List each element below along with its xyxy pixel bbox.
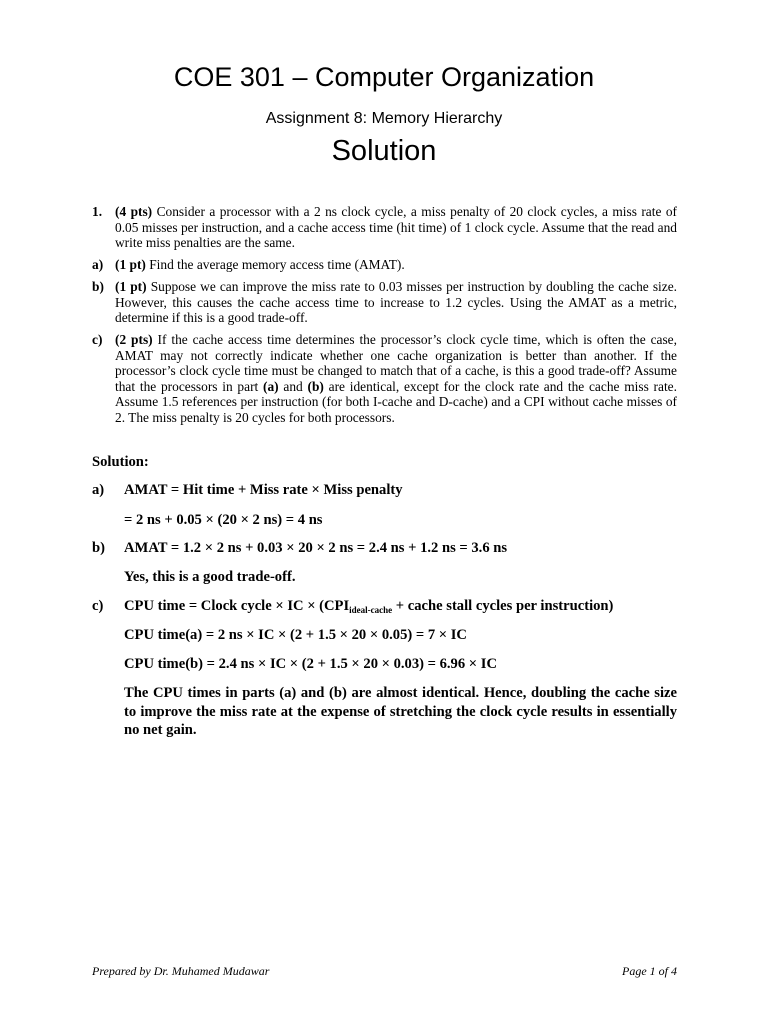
question-part-b xyxy=(92,279,677,326)
solution-c-time-a: CPU time(a) = 2 ns × IC × (2 + 1.5 × 20 × 0.05) = 7 × IC xyxy=(124,627,467,643)
solution-c-time-b: CPU time(b) = 2.4 ns × IC × (2 + 1.5 × 20 × 0.03) = 6.96 × IC xyxy=(124,656,497,672)
question-number: 1. xyxy=(92,204,103,219)
solution-a-label: a) xyxy=(92,482,105,498)
part-text-cont: are identical, except for the clock rate and the cache miss rate. Assume 1.5 references per instruction (for both I-cache and D-cache) and a CPI without cache misses of 2. The miss penalty is 20 cycles for both processors. xyxy=(115,378,677,425)
question-1 xyxy=(92,204,677,251)
part-points: (2 pts) xyxy=(115,332,153,347)
footer-author: Prepared by Dr. Muhamed Mudawar xyxy=(92,964,270,978)
question-text xyxy=(115,204,677,251)
part-text: Find the average memory access time (AMAT). xyxy=(149,257,405,272)
part-label: b) xyxy=(92,279,104,294)
solution-a-result: = 2 ns + 0.05 × (20 × 2 ns) = 4 ns xyxy=(124,512,323,528)
course-title: COE 301 – Computer Organization xyxy=(173,62,595,92)
part-label: a) xyxy=(92,257,104,272)
part-text: If the cache access time determines the processor’s clock cycle time, which is often the case, AMAT may not correctly indicate whether one cache organization is better than another. If the processor’s clock cycle time must be changed to match that of a cache, is this a good trade-off? Assume that the processors in part xyxy=(115,332,677,394)
footer-page-number: Page 1 of 4 xyxy=(622,964,677,978)
part-text: Suppose we can improve the miss rate to 0.03 misses per instruction by doubling the cache size. However, this causes the cache access time to increase to 1.2 cycles. Using the AMAT as a metric, determine if this is a good trade-off. xyxy=(115,279,677,325)
solution-b-answer: Yes, this is a good trade-off. xyxy=(124,569,296,585)
subscript: ideal-cache xyxy=(349,605,393,615)
question-body: Consider a processor with a 2 ns clock cycle, a miss penalty of 20 clock cycles, a miss rate of 0.05 misses per instruction, and a cache access time (hit time) of 1 clock cycle. Assume that the read and write miss penalties are the same. xyxy=(115,204,677,250)
part-label: c) xyxy=(92,332,103,347)
question-part-c: c) (2 pts) If the cache access time determines the processor’s clock cycle time, which is often the case, AMAT may not correctly indicate whether one cache organization is better than another. If the processor’s clock cycle time must be changed to match that of a cache, is this a good trade-off? Assume that the processors in part (a) and (b) are identical, except for the clock rate and the cache miss rate. Assume 1.5 references per instruction (for both I-cache and D-cache) and a CPI without cache misses of 2. The miss penalty is 20 cycles for both processors. xyxy=(92,332,677,425)
question-points: (4 pts) xyxy=(115,204,153,219)
solution-c-label: c) xyxy=(92,598,104,614)
part-points: (1 pt) xyxy=(115,279,147,294)
part-ref-b: (b) xyxy=(307,378,324,394)
part-ref-a: (a) xyxy=(263,378,279,394)
solution-c-conclusion: The CPU times in parts (a) and (b) are almost identical. Hence, doubling the cache size to improve the miss rate at the expense of stretching the clock cycle results in essentially no net gain. xyxy=(124,685,677,738)
assignment-title: Assignment 8: Memory Hierarchy xyxy=(265,110,503,127)
part-points: (1 pt) xyxy=(115,257,146,272)
solution-a-formula: AMAT = Hit time + Miss rate × Miss penalty xyxy=(124,482,403,498)
solution-c-formula: CPU time = Clock cycle × IC × ($CPI_{ideal-cache}$ + cache stall cycles per instruction) xyxy=(124,598,614,615)
solution-b-label: b) xyxy=(92,540,105,556)
solution-b-formula: AMAT = 1.2 × 2 ns + 0.03 × 20 × 2 ns = 2.4 ns + 1.2 ns = 3.6 ns xyxy=(124,540,508,556)
question-part-a xyxy=(92,257,677,273)
solution-label: Solution: xyxy=(92,454,149,470)
solution-heading: Solution xyxy=(331,135,437,167)
